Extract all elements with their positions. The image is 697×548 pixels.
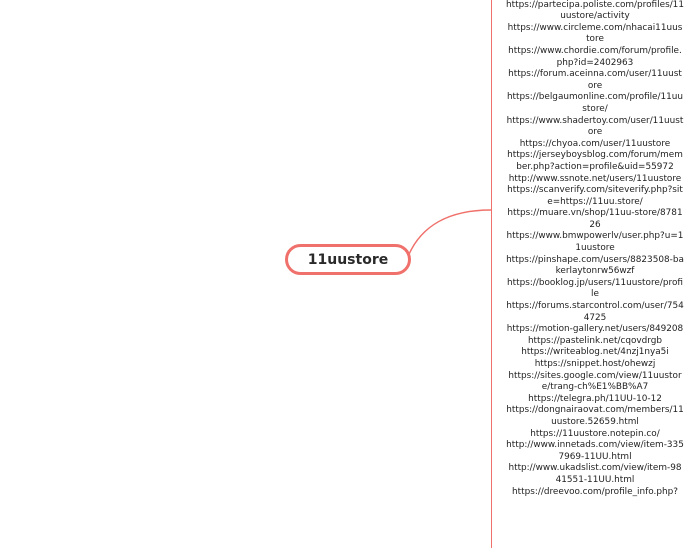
link-item[interactable]: http://www.ssnote.net/users/11uustore [508, 173, 682, 184]
link-item[interactable]: https://www.chordie.com/forum/profile.php?id=2402963 [508, 45, 682, 68]
link-item[interactable]: http://www.ukadslist.com/view/item-9841551-11UU.html [508, 463, 682, 485]
link-item[interactable]: https://forums.starcontrol.com/user/7544725 [506, 301, 684, 323]
link-item[interactable]: https://booklog.jp/users/11uustore/profile [507, 277, 683, 300]
link-item[interactable]: https://sites.google.com/view/11uustore/trang-ch%E1%BB%A7 [508, 370, 682, 393]
link-item[interactable]: http://www.innetads.com/view/item-3357969-11UU.html [506, 440, 684, 462]
link-item[interactable]: https://pinshape.com/users/8823508-bakerlaytonrw56wzf [506, 254, 684, 277]
link-item[interactable]: https://pastelink.net/cqovdrgb [527, 335, 663, 346]
link-item[interactable]: https://motion-gallery.net/users/849208 [506, 324, 684, 335]
link-item[interactable]: https://www.shadertoy.com/user/11uustore [506, 115, 684, 138]
link-item[interactable]: https://jerseyboysblog.com/forum/member.php?action=profile&uid=55972 [507, 150, 683, 172]
link-item[interactable]: https://partecipa.poliste.com/profiles/11uustore/activity [506, 0, 684, 22]
root-topic-node[interactable] [285, 244, 411, 275]
connector-line [407, 210, 491, 259]
link-list [506, 0, 684, 498]
link-item[interactable]: https://dongnairaovat.com/members/11uustore.52659.html [506, 405, 684, 427]
link-item[interactable]: https://www.bmwpowerlv/user.php?u=11uustore [506, 231, 684, 254]
link-item[interactable]: https://forum.aceinna.com/user/11uustore [508, 69, 682, 91]
link-item[interactable]: https://belgaumonline.com/profile/11uustore/ [506, 92, 684, 114]
link-item[interactable]: https://www.circleme.com/nhacai11uustore [507, 22, 683, 45]
link-item[interactable]: https://writeablog.net/4nzj1nya5i [521, 347, 669, 358]
link-item[interactable]: https://snippet.host/ohewzj [534, 359, 656, 369]
link-item[interactable]: https://scanverify.com/siteverify.php?site=https://11uu.store/ [507, 185, 683, 207]
link-item[interactable]: https://muare.vn/shop/11uu-store/878126 [507, 208, 683, 230]
link-item[interactable]: https://telegra.ph/11UU-10-12 [528, 393, 662, 404]
root-topic-label: 11uustore [307, 251, 389, 268]
link-item[interactable]: https://chyoa.com/user/11uustore [519, 138, 671, 149]
link-item[interactable]: https://dreevoo.com/profile_info.php? [512, 486, 678, 497]
link-item[interactable]: https://11uustore.notepin.co/ [530, 428, 660, 439]
